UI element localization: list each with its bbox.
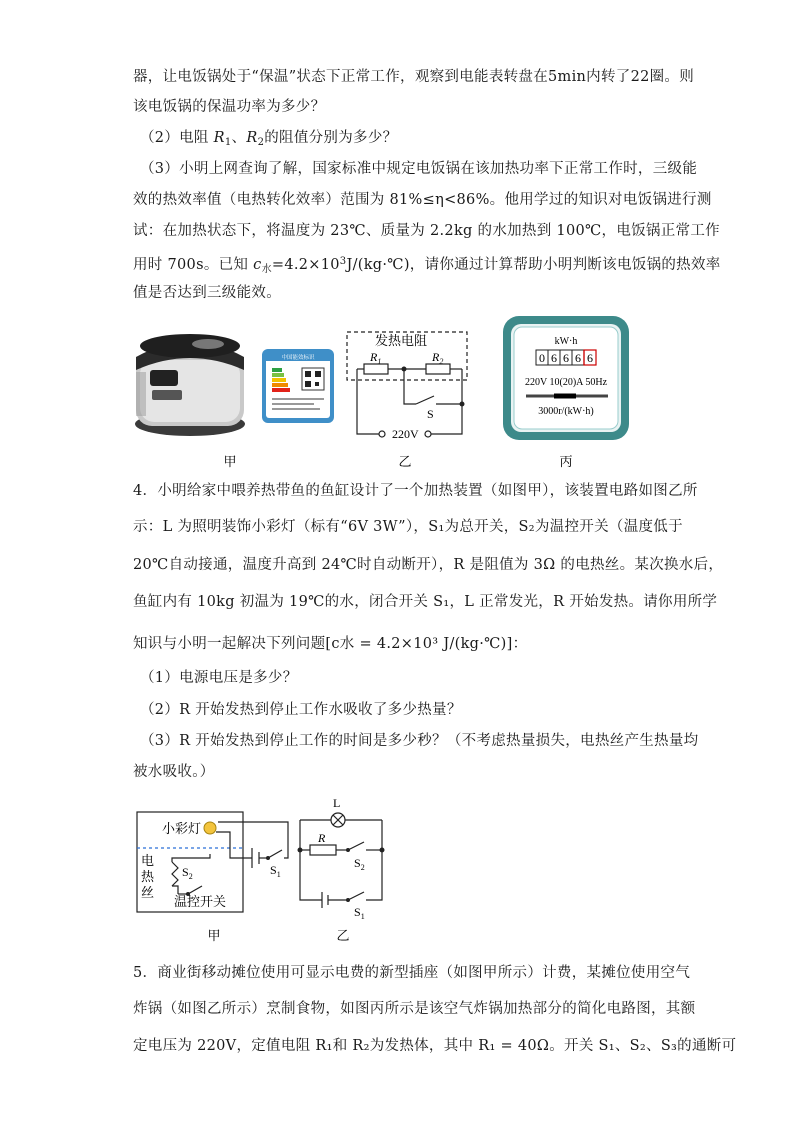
q3-sub2: （2）电阻 $R_1$、$R_2$的阻值分别为多少？	[140, 130, 398, 148]
q4-line-4: 鱼缸内有 10kg 初温为 19℃的水，闭合开关 S₁，L 正常发光，R 开始发热。请你用所学	[133, 594, 718, 610]
s2-sub: 2	[188, 872, 193, 881]
fig4-label-yi: 乙	[336, 928, 350, 943]
svg-text:S2	[182, 865, 193, 881]
q4-line-5: 知识与小明一起解决下列问题[c水 = 4.2×10³ J/(kg·℃)]：	[133, 636, 528, 652]
junction-dot	[298, 848, 303, 853]
s1-sub: 1	[276, 870, 281, 879]
meter-digit: 6	[563, 351, 569, 365]
rice-cooker-image	[135, 334, 245, 436]
s1-label: S	[270, 863, 277, 877]
fig3-label-bing: 丙	[559, 454, 573, 469]
figure-q3	[130, 312, 650, 472]
q4-sub1: （1）电源电压是多少？	[140, 670, 298, 686]
s2-sub: 2	[360, 863, 365, 872]
resistor-r-label: R	[318, 831, 326, 845]
switch-s-label: S	[427, 407, 434, 421]
q5-line-2: 炸锅（如图乙所示）烹制食物，如图丙所示是该空气炸锅加热部分的简化电路图，其额	[133, 1001, 696, 1017]
junction-dot	[380, 848, 385, 853]
wire-text-3: 丝	[141, 886, 155, 901]
r1-sub: 1	[377, 357, 382, 366]
r1-label: R	[370, 350, 378, 364]
q3-sub3-line-1: （3）小明上网查询了解，国家标准中规定电饭锅在该加热功率下正常工作时，三级能	[140, 161, 698, 177]
figure-q4	[130, 792, 400, 952]
meter-digit: 6	[551, 351, 557, 365]
svg-text:S1	[354, 905, 365, 921]
svg-text:S2	[354, 856, 365, 872]
junction-dot	[402, 367, 407, 372]
q4-line-1: 4．小明给家中喂养热带鱼的鱼缸设计了一个加热装置（如图甲），该装置电路如图乙所	[133, 483, 698, 499]
lamp-text: 小彩灯	[162, 822, 202, 837]
q3-sub3-line-2: 效的热效率值（电热转化效率）范围为 81%≤η<86%。他用学过的知识对电饭锅进行测	[133, 192, 712, 208]
energy-label-image	[262, 349, 334, 423]
svg-text:R2	[431, 350, 443, 366]
s2-label: S	[354, 856, 361, 870]
energy-label-title: 中国能效标识	[281, 355, 315, 361]
svg-text:R1	[369, 350, 381, 366]
fig4-circuit	[300, 820, 382, 908]
s1-sub: 1	[360, 912, 365, 921]
q4-sub3-line-2: 被水吸收。）	[133, 764, 215, 780]
meter-unit: kW·h	[554, 336, 578, 347]
fig4-label-jia: 甲	[207, 928, 221, 943]
q4-line-2: 示：L 为照明装饰小彩灯（标有“6V 3W”），S₁为总开关，S₂为温控开关（温度低于	[133, 519, 683, 535]
lamp-icon	[204, 822, 216, 834]
q3-sub3-line-3: 试：在加热状态下，将温度为 23℃、质量为 2.2kg 的水加热到 100℃，电饭锅正常工作	[133, 223, 720, 239]
circuit-title: 发热电阻	[375, 334, 428, 349]
s2-label: S	[182, 865, 189, 879]
meter-digits	[536, 350, 596, 365]
switch-pivot	[346, 848, 350, 852]
voltage-label: 220V	[392, 427, 419, 441]
svg-text:S1	[270, 863, 281, 879]
meter-rate: 3000r/(kW·h)	[538, 406, 594, 417]
fig3-label-yi: 乙	[398, 454, 412, 469]
thermo-text: 温控开关	[174, 895, 227, 910]
meter-digit: 6	[587, 351, 593, 365]
switch-pivot	[266, 856, 270, 860]
q4-line-3: 20℃自动接通，温度升高到 24℃时自动断开），R 是阻值为 3Ω 的电热丝。某次换水后，	[133, 557, 724, 573]
junction-dot	[460, 402, 465, 407]
q4-sub3-line-1: （3）R 开始发热到停止工作的时间是多少秒？（不考虑热量损失，电热丝产生热量均	[140, 733, 699, 749]
q3-line-2: 该电饭锅的保温功率为多少？	[133, 99, 326, 115]
q3-line-1: 器，让电饭锅处于“保温”状态下正常工作，观察到电能表转盘在5min内转了22圈。则	[133, 69, 695, 85]
meter-digit: 6	[575, 351, 581, 365]
q3-sub3-line-5: 值是否达到三级能效。	[133, 285, 281, 301]
meter-digit: 0	[539, 351, 545, 365]
fig3-label-jia: 甲	[223, 454, 237, 469]
q4-sub2: （2）R 开始发热到停止工作水吸收了多少热量？	[140, 702, 462, 718]
q5-line-3: 定电压为 220V，定值电阻 R₁和 R₂为发热体，其中 R₁ = 40Ω。开关 S₁、S₂、S₃的通断可	[133, 1038, 737, 1054]
wire-text-1: 电	[141, 854, 155, 869]
r2-label: R	[432, 350, 440, 364]
lamp-l-icon	[331, 813, 345, 827]
q5-line-1: 5．商业街移动摊位使用可显示电费的新型插座（如图甲所示）计费，某摊位使用空气	[133, 965, 691, 981]
switch-pivot	[346, 898, 350, 902]
s1-label: S	[354, 905, 361, 919]
q3-sub3-line-4: 用时 700s。已知 $c_水=4.2\times 10^3J/(kg\cdot℃)$，请你通过计算帮助小明判断该电饭锅的热效率	[133, 256, 721, 275]
meter-spec: 220V 10(20)A 50Hz	[524, 377, 608, 388]
wire-text-2: 热	[141, 870, 155, 885]
lamp-l-label: L	[333, 796, 341, 810]
r2-sub: 2	[439, 357, 444, 366]
